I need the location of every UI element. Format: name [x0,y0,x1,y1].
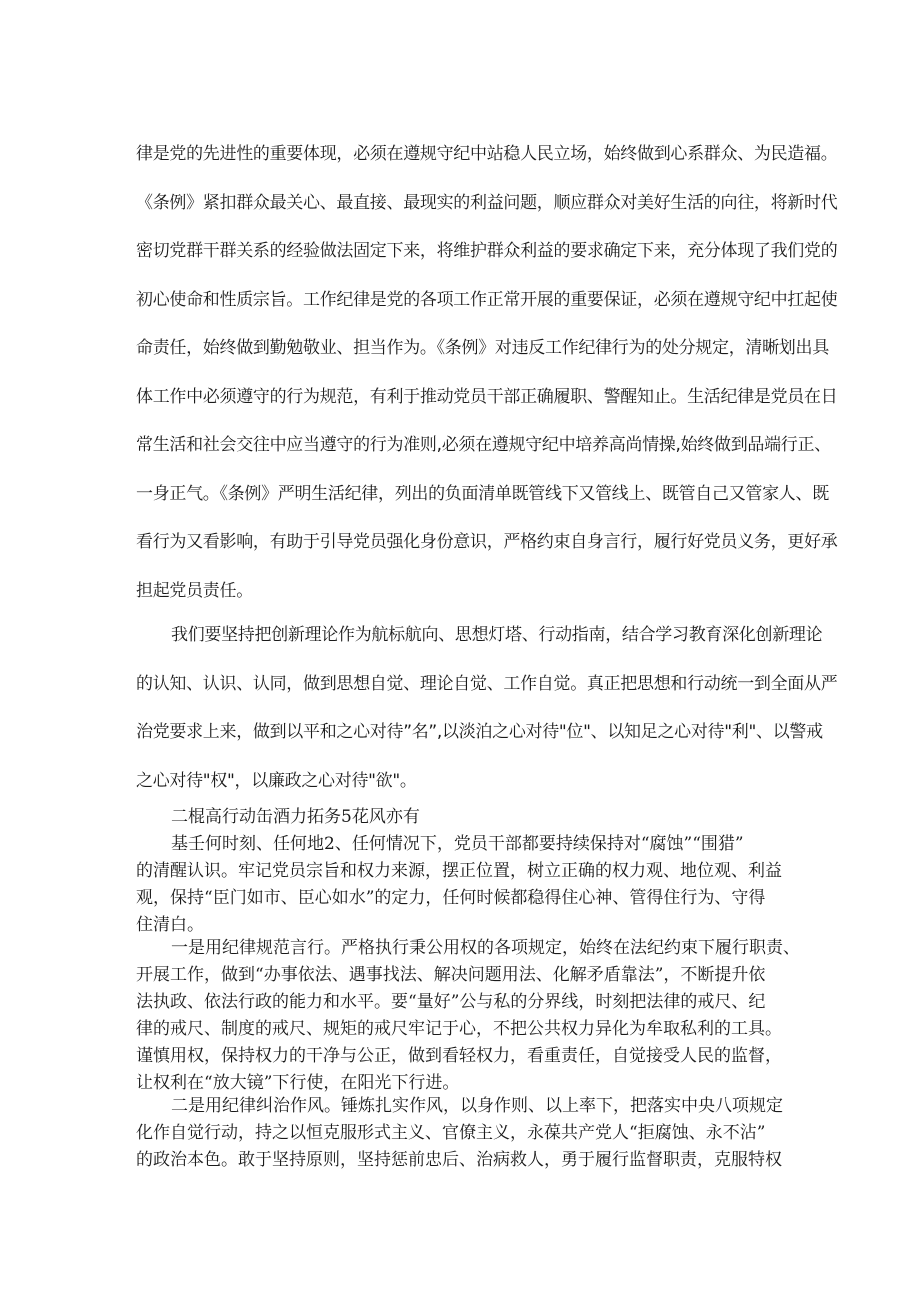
text-line: 的认知、认识、认同，做到思想自觉、理论自觉、工作自觉。真正把思想和行动统一到全面从严 [136,673,838,694]
text-line: 的政治本色。敢于坚持原则，坚持惩前忠后、治病救人，勇于履行监督职责，克服特权 [136,1150,782,1170]
text-line: 谨慎用权，保持权力的干净与公正，做到看轻权力，看重责任，自觉接受人民的监督， [136,1046,782,1066]
text-line: 治党要求上来，做到以平和之心对待”名”,以淡泊之心对待"位"、以知足之心对待"利"、以警戒 [136,722,823,742]
text-line: 的清醒认识。牢记党员宗旨和权力来源，摆正位置，树立正确的权力观、地位观、利益 [136,861,782,881]
text-line: 化作自觉行动，持之以恒克服形式主义、官僚主义，永葆共产党人“拒腐蚀、永不沾” [136,1123,766,1143]
text-line: 一是用纪律规范言行。严格执行秉公用权的各项规定，始终在法纪约束下履行职责、 [171,938,800,958]
text-line: 观，保持“臣门如市、臣心如水”的定力，任何时候都稳得住心神、管得住行为、守得 [136,888,766,908]
text-line: 一身正气。《条例》严明生活纪律，列出的负面清单既管线下又管线上、既管自己又管家人、既 [136,483,829,504]
text-line: 之心对待"权"，以廉政之心对待"欲"。 [136,770,417,791]
text-line: 让权利在“放大镜”下行使，在阳光下行进。 [136,1073,460,1093]
style-paragraph [136,1093,786,1174]
text-line: 住清白。 [136,915,204,935]
theory-paragraph [136,611,838,805]
section-heading: 二棍高行动缶酒力拓务5花风亦有 [171,807,420,827]
text-line: 法执政、依法行政的能力和水平。要“量好”公与私的分界线，时刻把法律的戒尺、纪 [136,992,766,1012]
text-line: 密切党群干群关系的经验做法固定下来，将维护群众利益的要求确定下来，充分体现了我们党的 [136,241,838,261]
text-line: 常生活和社会交往中应当遵守的行为准则,必须在遵规守纪中培养高尚情操,始终做到品端行正、 [136,435,831,455]
text-line: 《条例》紧扣群众最关心、最直接、最现实的利益问题，顺应群众对美好生活的向往，将新时代 [136,192,838,213]
text-line: 命责任，始终做到勤勉敬业、担当作为。《条例》对违反工作纪律行为的处分规定，清晰划出具 [136,338,829,358]
conduct-paragraph [136,935,800,1097]
text-line: 初心使命和性质宗旨。工作纪律是党的各项工作正常开展的重要保证，必须在遵规守纪中扛起使 [136,289,838,310]
text-line: 看行为又看影响，有助于引导党员强化身份意识，严格约束自身言行，履行好党员义务，更好承 [136,532,838,552]
text-line: 基壬何时刻、任何地2、任何情况下，党员干部都要持续保持对“腐蚀”“围猎” [171,834,744,854]
text-line: 体工作中必须遵守的行为规范，有利于推动党员干部正确履职、警醒知止。生活纪律是党员在日 [136,386,838,407]
text-line: 开展工作，做到“办事依法、遇事找法、解决问题用法、化解矛盾靠法”，不断提升依 [136,965,766,985]
text-line: 我们要坚持把创新理论作为航标航向、思想灯塔、行动指南，结合学习教育深化创新理论 [171,625,823,645]
discipline-paragraph [136,130,838,615]
text-line: 律是党的先进性的重要体现，必须在遵规守纪中站稳人民立场，始终做到心系群众、为民造福。 [136,144,838,164]
text-line: 律的戒尺、制度的戒尺、规矩的戒尺牢记于心，不把公共权力异化为牟取私利的工具。 [136,1019,782,1039]
vigilance-paragraph [136,831,786,939]
text-line: 二是用纪律纠治作风。锤炼扎实作风，以身作则、以上率下，把落实中央八项规定 [171,1096,783,1116]
section-heading-block [136,804,786,831]
text-line: 担起党员责任。 [136,580,253,601]
